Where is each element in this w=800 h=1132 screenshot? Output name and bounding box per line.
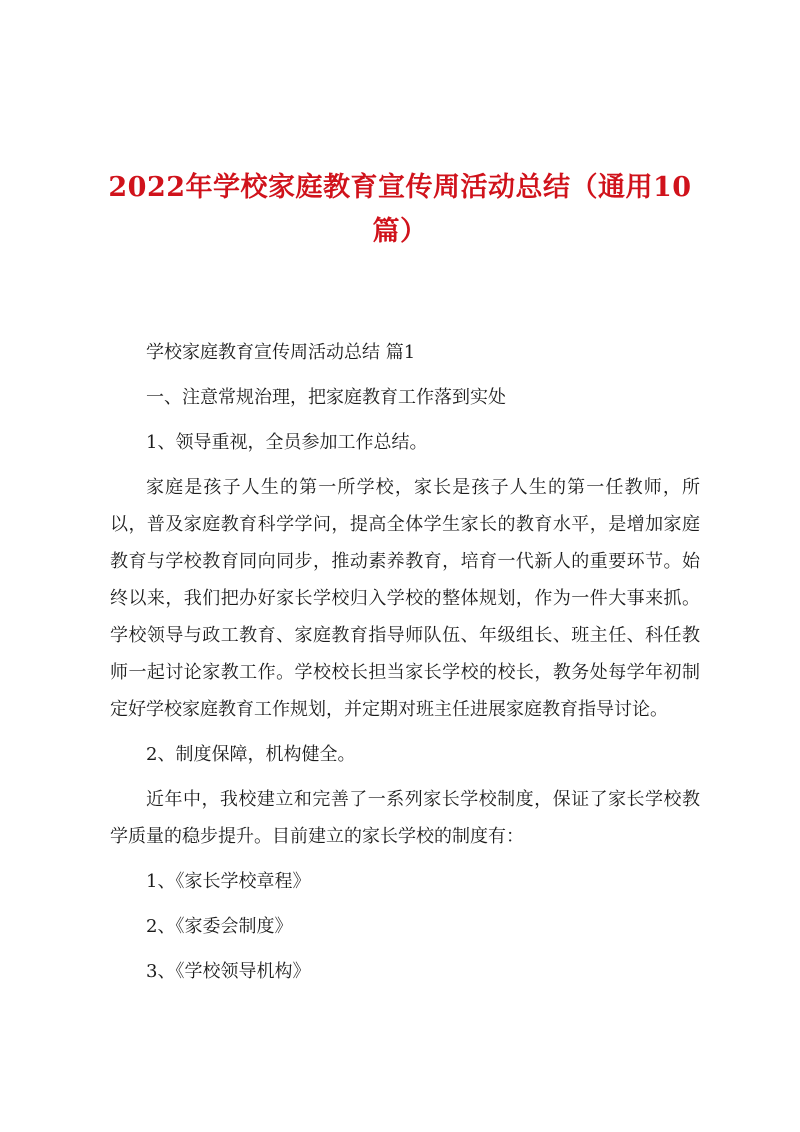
document-body xyxy=(110,334,700,998)
list-item-heading: 2、制度保障，机构健全。 xyxy=(146,744,356,765)
body-paragraph: 近年中，我校建立和完善了一系列家长学校制度，保证了家长学校教学质量的稳步提升。目前建立的家长学校的制度有： xyxy=(110,789,700,847)
list-item: 3、《学校领导机构》 xyxy=(146,961,311,982)
list-item-heading: 1、领导重视，全员参加工作总结。 xyxy=(146,432,428,453)
body-paragraph: 家庭是孩子人生的第一所学校，家长是孩子人生的第一任教师，所以，普及家庭教育科学学问，提高全体学生家长的教育水平，是增加家庭教育与学校教育同向同步，推动素养教育，培育一代新人的重要环节。始终以来，我们把办好家长学校归入学校的整体规划，作为一件大事来抓。学校领导与政工教育、家庭教育指导师队伍、年级组长、班主任、科任教师一起讨论家教工作。学校校长担当家长学校的校长，教务处每学年初制定好学校家庭教育工作规划，并定期对班主任进展家庭教育指导讨论。 xyxy=(110,477,700,720)
document-title: 2022年学校家庭教育宣传周活动总结（通用10篇） xyxy=(108,172,692,247)
section-heading: 学校家庭教育宣传周活动总结 篇1 xyxy=(146,342,416,363)
list-item: 2、《家委会制度》 xyxy=(146,916,293,937)
list-item: 1、《家长学校章程》 xyxy=(146,871,311,892)
subsection-heading: 一、注意常规治理，把家庭教育工作落到实处 xyxy=(146,387,506,408)
